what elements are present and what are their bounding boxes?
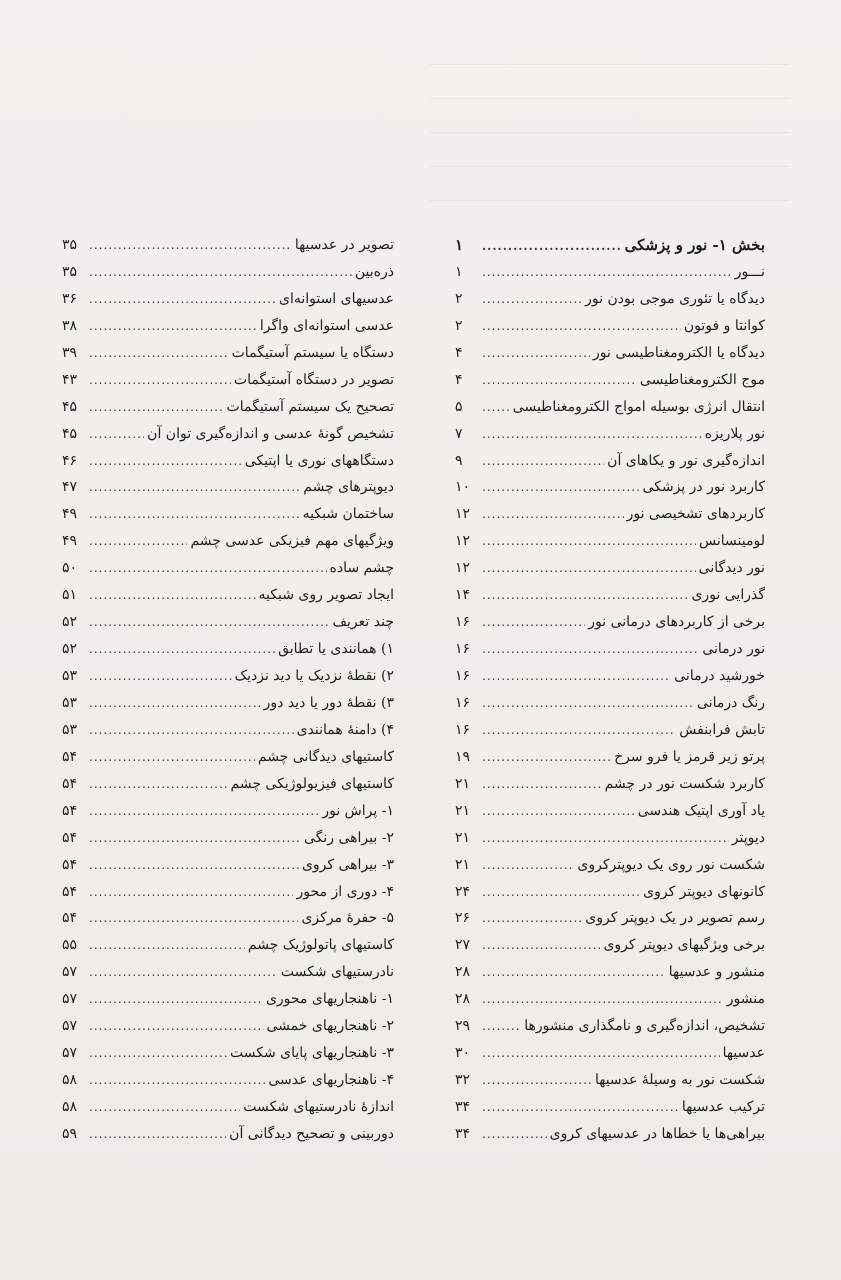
- dot-leader: [89, 690, 261, 717]
- toc-entry: [455, 932, 765, 959]
- toc-entry-title: ذره‌بین: [354, 263, 394, 280]
- toc-entry-page-number: ۴۹: [62, 533, 78, 550]
- toc-entry-title: منشور و عدسیها: [668, 964, 765, 981]
- toc-entry: [62, 905, 394, 932]
- toc-entry-title: ساختمان شبکیه: [302, 506, 394, 523]
- toc-entry-page-number: ۴: [455, 344, 463, 361]
- dot-leader: [482, 448, 604, 475]
- toc-entry-page-number: ۳۲: [455, 1072, 471, 1089]
- toc-entry-page-number: ۲۱: [455, 802, 471, 819]
- toc-entry: [62, 582, 394, 609]
- dot-leader: [89, 879, 293, 906]
- toc-entry-title: برخی ویژگیهای دیوپتر کروی: [603, 937, 765, 954]
- toc-entry: [455, 636, 765, 663]
- toc-entry-page-number: ۱۴: [455, 587, 471, 604]
- toc-entry-title: کاربردهای تشخیصی نور: [626, 506, 765, 523]
- dot-leader: [89, 340, 229, 367]
- dot-leader: [482, 286, 582, 313]
- toc-entry: [62, 421, 394, 448]
- toc-entry: [62, 313, 394, 340]
- toc-entry: [62, 474, 394, 501]
- toc-entry-title: ۳- ناهنجاریهای پایای شکست: [230, 1045, 394, 1062]
- toc-entry-title: بیراهی‌ها یا خطاها در عدسیهای کروی: [549, 1125, 765, 1142]
- toc-entry-title: ترکیب عدسیها: [681, 1099, 765, 1115]
- dot-leader: [482, 501, 624, 528]
- dot-leader: [89, 259, 352, 286]
- dot-leader: [89, 501, 300, 528]
- toc-entry: [62, 852, 394, 879]
- toc-entry-title: چشم ساده: [329, 560, 394, 577]
- toc-entry: [455, 582, 765, 609]
- toc-entry-title: نور پلاریزه: [704, 425, 765, 442]
- toc-entry-page-number: ۳۶: [62, 290, 78, 307]
- toc-entry-page-number: ۳۹: [62, 344, 78, 361]
- toc-entry-page-number: ۵۹: [62, 1125, 78, 1142]
- toc-entry-title: دیدگاه یا الکترومغناطیسی نور: [592, 344, 765, 361]
- toc-entry: [455, 825, 765, 852]
- dot-leader: [482, 636, 699, 663]
- toc-entry-title: ۴- دوری از محور: [296, 883, 394, 900]
- toc-entry-page-number: ۵۱: [62, 587, 78, 604]
- toc-entry-title: کاستیهای دیدگانی چشم: [257, 748, 394, 765]
- toc-entry-title: موج الکترومغناطیسی: [639, 371, 765, 388]
- toc-entry-page-number: ۱۲: [455, 506, 471, 523]
- toc-entry: [455, 879, 765, 906]
- toc-entry-page-number: ۵۴: [62, 802, 78, 819]
- toc-entry-title: تشخیص گونهٔ عدسی و اندازه‌گیری توان آن: [147, 425, 394, 442]
- toc-entry-page-number: ۵۰: [62, 560, 78, 577]
- toc-entry-page-number: ۲۱: [455, 856, 471, 873]
- dot-leader: [482, 259, 732, 286]
- toc-entry: [62, 798, 394, 825]
- toc-entry-page-number: ۲: [455, 290, 463, 307]
- toc-entry: [455, 690, 765, 717]
- dot-leader: [482, 798, 635, 825]
- toc-entry-page-number: ۳۰: [455, 1045, 471, 1062]
- toc-entry-page-number: ۱۶: [455, 668, 471, 684]
- toc-entry: [455, 1013, 765, 1040]
- dot-leader: [89, 232, 292, 259]
- toc-column-right: [455, 232, 765, 1148]
- toc-entry: [455, 1094, 765, 1121]
- toc-entry: [62, 1094, 394, 1121]
- toc-entry: [62, 636, 394, 663]
- toc-entry: [455, 744, 765, 771]
- toc-entry-page-number: ۲۴: [455, 883, 471, 900]
- toc-entry-page-number: ۲۷: [455, 937, 471, 954]
- dot-leader: [89, 421, 144, 448]
- toc-entry-title: برخی از کاربردهای درمانی نور: [588, 614, 765, 631]
- toc-entry-page-number: ۱۲: [455, 533, 471, 550]
- toc-entry: [62, 232, 394, 259]
- toc-entry-title: چند تعریف: [332, 614, 394, 631]
- toc-entry-page-number: ۷: [455, 425, 463, 442]
- toc-entry-title: انتقال انرژی بوسیله امواج الکترومغناطیسی: [512, 398, 765, 415]
- toc-entry-title: یاد آوری اپتیک هندسی: [637, 802, 765, 819]
- toc-entry-page-number: ۵۳: [62, 694, 78, 711]
- dot-leader: [482, 986, 724, 1013]
- dot-leader: [89, 1013, 264, 1040]
- toc-entry: [62, 932, 394, 959]
- toc-entry-page-number: ۱۲: [455, 560, 471, 577]
- dot-leader: [89, 1094, 240, 1121]
- toc-entry: [62, 986, 394, 1013]
- toc-entry-title: تابش فرابنفش: [679, 721, 765, 738]
- toc-entry-title: عدسیهای استوانه‌ای: [278, 290, 394, 307]
- toc-entry-page-number: ۲۸: [455, 964, 471, 981]
- dot-leader: [89, 986, 263, 1013]
- dot-leader: [482, 959, 666, 986]
- toc-entry-page-number: ۵۲: [62, 614, 78, 631]
- toc-entry-page-number: ۵۴: [62, 748, 78, 765]
- toc-entry-page-number: ۵۴: [62, 829, 78, 846]
- toc-entry: [62, 717, 394, 744]
- toc-entry-title: کاستیهای پاتولوژیک چشم: [247, 937, 394, 954]
- toc-entry: [455, 663, 765, 690]
- dot-leader: [89, 744, 255, 771]
- toc-entry-title: ۱- پراش نور: [322, 802, 394, 819]
- toc-entry: [62, 286, 394, 313]
- dot-leader: [482, 474, 639, 501]
- toc-entry: [455, 852, 765, 879]
- toc-entry: [62, 448, 394, 475]
- toc-entry-title: ۱) همانندی یا تطابق: [278, 641, 394, 658]
- dot-leader: [482, 852, 574, 879]
- toc-entry-title: دیوپترهای چشم: [303, 479, 394, 496]
- toc-entry-page-number: ۴۵: [62, 425, 78, 442]
- toc-entry: [455, 259, 765, 286]
- dot-leader: [89, 663, 232, 690]
- toc-entry-title: کانونهای دیوپتر کروی: [643, 883, 765, 900]
- toc-entry-title: اندازه‌گیری نور و یکاهای آن: [607, 452, 765, 469]
- toc-entry-page-number: ۴۷: [62, 479, 78, 496]
- toc-entry-title: کوانتا و فوتون: [683, 317, 765, 334]
- toc-entry-title: دوربینی و تصحیح دیدگانی آن: [229, 1125, 394, 1142]
- toc-entry-title: رسم تصویر در یک دیوپتر کروی: [585, 910, 765, 927]
- toc-entry-page-number: ۴۵: [62, 398, 78, 415]
- dot-leader: [89, 582, 256, 609]
- toc-entry: [455, 501, 765, 528]
- toc-entry-title: ۵- حفرهٔ مرکزی: [301, 910, 394, 927]
- bleed-through-text: [430, 40, 790, 220]
- dot-leader: [482, 717, 676, 744]
- toc-column-left: [62, 232, 394, 1148]
- toc-entry-page-number: ۵۸: [62, 1099, 78, 1115]
- toc-entry-page-number: ۴۳: [62, 371, 78, 388]
- toc-entry-title: تصویر در دستگاه آستیگمات: [233, 371, 394, 388]
- toc-entry-title: ۳) نقطهٔ دور یا دید دور: [263, 694, 394, 711]
- toc-entry-title: اندازهٔ نادرستیهای شکست: [243, 1099, 394, 1115]
- dot-leader: [89, 717, 294, 744]
- toc-entry-page-number: ۵۲: [62, 641, 78, 658]
- dot-leader: [89, 474, 300, 501]
- toc-entry-title: رنگ درمانی: [697, 694, 765, 711]
- toc-entry: [62, 555, 394, 582]
- toc-entry-title: نور درمانی: [702, 641, 765, 658]
- toc-entry-title: تشخیص، اندازه‌گیری و نامگذاری منشورها: [524, 1018, 765, 1035]
- toc-entry-title: کاستیهای فیزیولوژیکی چشم: [230, 775, 394, 792]
- toc-entry-page-number: ۵۴: [62, 883, 78, 900]
- toc-entry: [62, 394, 394, 421]
- toc-entry-title: دستگاههای نوری یا اپتیکی: [244, 452, 394, 469]
- toc-entry: [62, 771, 394, 798]
- toc-entry-page-number: ۵۷: [62, 1045, 78, 1062]
- toc-entry-page-number: ۱۶: [455, 641, 471, 658]
- toc-entry: [455, 528, 765, 555]
- dot-leader: [482, 233, 622, 260]
- toc-entry: [455, 1121, 765, 1148]
- toc-entry: [455, 313, 765, 340]
- dot-leader: [89, 286, 276, 313]
- toc-entry-page-number: ۳۸: [62, 317, 78, 334]
- dot-leader: [482, 421, 702, 448]
- toc-entry-page-number: ۲: [455, 317, 463, 334]
- toc-entry-title: گذرایی نوری: [691, 587, 765, 604]
- toc-entry: [62, 501, 394, 528]
- toc-entry-page-number: ۵۴: [62, 910, 78, 927]
- toc-entry-title: شکست نور روی یک دیوپترکروی: [577, 856, 765, 873]
- toc-entry: [62, 1040, 394, 1067]
- toc-entry-page-number: ۹: [455, 452, 463, 469]
- dot-leader: [89, 528, 187, 555]
- dot-leader: [89, 932, 245, 959]
- toc-entry: [62, 690, 394, 717]
- dot-leader: [482, 1121, 547, 1148]
- toc-entry-title: ۲) نقطهٔ نزدیک یا دید نزدیک: [234, 668, 394, 684]
- toc-entry: [455, 340, 765, 367]
- dot-leader: [482, 1067, 592, 1094]
- toc-entry: [455, 798, 765, 825]
- dot-leader: [89, 448, 242, 475]
- toc-entry-page-number: ۵۴: [62, 775, 78, 792]
- toc-entry: [62, 959, 394, 986]
- toc-entry-title: پرتو زیر قرمز یا فرو سرخ: [614, 748, 765, 765]
- toc-entry: [455, 609, 765, 636]
- toc-entry-page-number: ۳۵: [62, 263, 78, 280]
- toc-entry: [62, 1067, 394, 1094]
- toc-entry-title: ۲- بیراهی رنگی: [303, 829, 394, 846]
- toc-entry-page-number: ۱۹: [455, 748, 471, 765]
- dot-leader: [89, 852, 299, 879]
- toc-entry: [62, 825, 394, 852]
- toc-entry-page-number: ۴۹: [62, 506, 78, 523]
- toc-entry-title: دیوپتر: [731, 829, 765, 846]
- dot-leader: [89, 798, 319, 825]
- dot-leader: [482, 879, 640, 906]
- toc-entry-title: دیدگاه یا تئوری موجی بودن نور: [585, 290, 765, 307]
- toc-entry-title: دستگاه یا سیستم آستیگمات: [231, 344, 394, 361]
- toc-entry-title: تصویر در عدسیها: [294, 237, 394, 253]
- dot-leader: [89, 609, 330, 636]
- toc-entry: [455, 555, 765, 582]
- toc-entry: [62, 663, 394, 690]
- toc-entry-page-number: ۵۴: [62, 856, 78, 873]
- toc-entry-page-number: ۵۷: [62, 964, 78, 981]
- toc-entry-title: ویژگیهای مهم فیزیکی عدسی چشم: [190, 533, 394, 550]
- toc-entry-page-number: ۲۱: [455, 775, 471, 792]
- toc-entry-title: بخش ۱- نور و پزشکی: [624, 236, 765, 254]
- toc-entry: [455, 474, 765, 501]
- dot-leader: [89, 555, 327, 582]
- toc-entry-title: نـــور: [734, 263, 765, 280]
- toc-entry-title: کاربرد شکست نور در چشم: [604, 775, 765, 792]
- dot-leader: [89, 905, 298, 932]
- dot-leader: [482, 1040, 720, 1067]
- dot-leader: [482, 1013, 521, 1040]
- toc-entry-page-number: ۳۴: [455, 1125, 471, 1142]
- toc-entry-page-number: ۵: [455, 398, 463, 415]
- dot-leader: [89, 313, 257, 340]
- toc-entry: [455, 367, 765, 394]
- toc-entry: [62, 879, 394, 906]
- dot-leader: [89, 1040, 227, 1067]
- toc-entry: [455, 905, 765, 932]
- dot-leader: [482, 771, 602, 798]
- dot-leader: [89, 1067, 265, 1094]
- toc-entry-page-number: ۱۶: [455, 721, 471, 738]
- toc-entry: [455, 771, 765, 798]
- toc-entry-title: ۲- ناهنجاریهای خمشی: [266, 1018, 394, 1035]
- toc-entry-page-number: ۱: [455, 236, 464, 254]
- toc-entry: [62, 1121, 394, 1148]
- toc-entry-page-number: ۵۷: [62, 1018, 78, 1035]
- dot-leader: [482, 905, 582, 932]
- toc-entry: [455, 1040, 765, 1067]
- dot-leader: [89, 636, 275, 663]
- toc-entry-page-number: ۵۷: [62, 991, 78, 1008]
- dot-leader: [482, 1094, 679, 1121]
- dot-leader: [482, 555, 696, 582]
- toc-entry-title: خورشید درمانی: [674, 668, 765, 684]
- toc-entry-page-number: ۵۳: [62, 668, 78, 684]
- toc-entry-title: نور دیدگانی: [698, 560, 765, 577]
- dot-leader: [482, 744, 611, 771]
- toc-entry-page-number: ۲۸: [455, 991, 471, 1008]
- toc-entry-title: کاربرد نور در پزشکی: [642, 479, 765, 496]
- toc-entry-page-number: ۲۹: [455, 1018, 471, 1035]
- toc-entry-page-number: ۱: [455, 263, 463, 280]
- dot-leader: [89, 825, 301, 852]
- toc-entry-title: ۴- ناهنجاریهای عدسی: [268, 1072, 394, 1089]
- dot-leader: [482, 313, 681, 340]
- toc-entry: [62, 367, 394, 394]
- dot-leader: [482, 609, 585, 636]
- toc-entry-page-number: ۳۵: [62, 237, 78, 253]
- toc-entry: [455, 394, 765, 421]
- dot-leader: [482, 825, 729, 852]
- toc-entry-page-number: ۱۰: [455, 479, 471, 496]
- toc-entry-title: منشور: [726, 991, 765, 1008]
- toc-entry-page-number: ۴۶: [62, 452, 78, 469]
- toc-entry-page-number: ۴: [455, 371, 463, 388]
- toc-entry-title: عدسیها: [722, 1045, 765, 1062]
- toc-entry-title: عدسی استوانه‌ای واگرا: [259, 317, 394, 334]
- toc-entry: [455, 1067, 765, 1094]
- dot-leader: [89, 959, 278, 986]
- toc-entry: [455, 232, 765, 259]
- toc-entry: [455, 448, 765, 475]
- toc-entry-page-number: ۵۳: [62, 721, 78, 738]
- toc-entry: [62, 1013, 394, 1040]
- toc-entry: [455, 421, 765, 448]
- dot-leader: [89, 367, 231, 394]
- toc-entry-title: نادرستیهای شکست: [280, 964, 394, 981]
- toc-entry-page-number: ۲۶: [455, 910, 471, 927]
- dot-leader: [482, 528, 696, 555]
- toc-entry: [62, 609, 394, 636]
- toc-entry: [62, 528, 394, 555]
- dot-leader: [482, 394, 510, 421]
- toc-entry: [455, 717, 765, 744]
- dot-leader: [89, 771, 228, 798]
- toc-entry-title: ۱- ناهنجاریهای محوری: [265, 991, 394, 1008]
- toc-entry-title: ۴) دامنهٔ همانندی: [296, 721, 394, 738]
- toc-entry-title: ۳- بیراهی کروی: [301, 856, 394, 873]
- dot-leader: [482, 690, 694, 717]
- toc-entry-title: لومینسانس: [699, 533, 765, 550]
- dot-leader: [482, 582, 688, 609]
- toc-entry-title: تصحیح یک سیستم آستیگمات: [226, 398, 394, 415]
- toc-entry-page-number: ۱۶: [455, 614, 471, 631]
- dot-leader: [482, 663, 671, 690]
- toc-entry: [455, 959, 765, 986]
- toc-entry-page-number: ۵۸: [62, 1072, 78, 1089]
- dot-leader: [482, 340, 590, 367]
- dot-leader: [89, 394, 224, 421]
- toc-entry-page-number: ۱۶: [455, 694, 471, 711]
- toc-entry: [455, 286, 765, 313]
- dot-leader: [482, 367, 637, 394]
- dot-leader: [482, 932, 600, 959]
- toc-entry: [62, 744, 394, 771]
- toc-entry: [62, 259, 394, 286]
- dot-leader: [89, 1121, 226, 1148]
- toc-entry-title: شکست نور به وسیلهٔ عدسیها: [594, 1072, 765, 1089]
- toc-entry: [455, 986, 765, 1013]
- toc-entry: [62, 340, 394, 367]
- toc-entry-page-number: ۵۵: [62, 937, 78, 954]
- toc-entry-title: ایجاد تصویر روی شبکیه: [258, 587, 394, 604]
- toc-entry-page-number: ۳۴: [455, 1099, 471, 1115]
- toc-entry-page-number: ۲۱: [455, 829, 471, 846]
